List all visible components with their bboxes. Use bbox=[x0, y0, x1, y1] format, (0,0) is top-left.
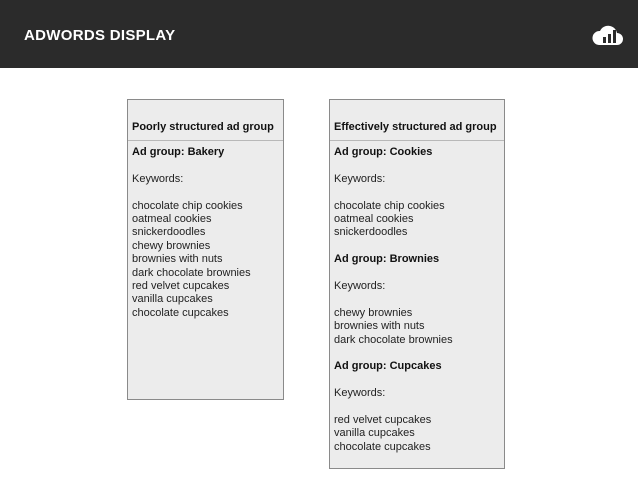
keyword-item: chewy brownies bbox=[132, 239, 211, 252]
ad-group-title: Ad group: Bakery bbox=[132, 146, 225, 158]
keyword-item: brownies with nuts bbox=[132, 253, 223, 266]
keywords-label: Keywords: bbox=[334, 280, 386, 292]
keywords-label: Keywords: bbox=[334, 387, 386, 400]
keyword-item: red velvet cupcakes bbox=[132, 280, 230, 293]
bar-chart-cloud-icon bbox=[592, 18, 624, 50]
keyword-item: snickerdoodles bbox=[132, 226, 206, 239]
panel-body bbox=[128, 141, 283, 320]
keyword-item: chocolate cupcakes bbox=[132, 306, 229, 319]
panel-body bbox=[330, 141, 504, 454]
panel-title: Poorly structured ad group bbox=[132, 121, 274, 133]
slide-title: ADWORDS DISPLAY bbox=[24, 27, 176, 44]
slide-header bbox=[0, 0, 638, 68]
poorly-structured-panel bbox=[127, 99, 284, 400]
keyword-item: chocolate chip cookies bbox=[132, 199, 243, 212]
ad-group-title-cookies: Ad group: Cookies bbox=[334, 146, 433, 158]
keyword-item: chewy brownies bbox=[334, 306, 413, 319]
keywords-label: Keywords: bbox=[334, 172, 386, 185]
keyword-item: dark chocolate brownies bbox=[334, 333, 453, 346]
keyword-item: vanilla cupcakes bbox=[132, 293, 213, 306]
keyword-item: brownies with nuts bbox=[334, 320, 425, 333]
effectively-structured-panel bbox=[329, 99, 505, 469]
keyword-item: vanilla cupcakes bbox=[334, 427, 415, 440]
panel-header bbox=[330, 100, 504, 141]
keyword-item: dark chocolate brownies bbox=[132, 266, 251, 279]
keyword-item: chocolate cupcakes bbox=[334, 440, 431, 453]
keyword-item: chocolate chip cookies bbox=[334, 199, 445, 212]
panel-title: Effectively structured ad group bbox=[334, 121, 497, 133]
ad-group-title-brownies: Ad group: Brownies bbox=[334, 253, 440, 266]
keyword-item: oatmeal cookies bbox=[132, 213, 212, 225]
panel-header bbox=[128, 100, 283, 141]
keyword-item: red velvet cupcakes bbox=[334, 414, 432, 426]
ad-group-title-cupcakes: Ad group: Cupcakes bbox=[334, 360, 442, 373]
keyword-item: oatmeal cookies bbox=[334, 213, 414, 225]
keywords-label: Keywords: bbox=[132, 172, 184, 185]
keyword-item: snickerdoodles bbox=[334, 226, 408, 239]
